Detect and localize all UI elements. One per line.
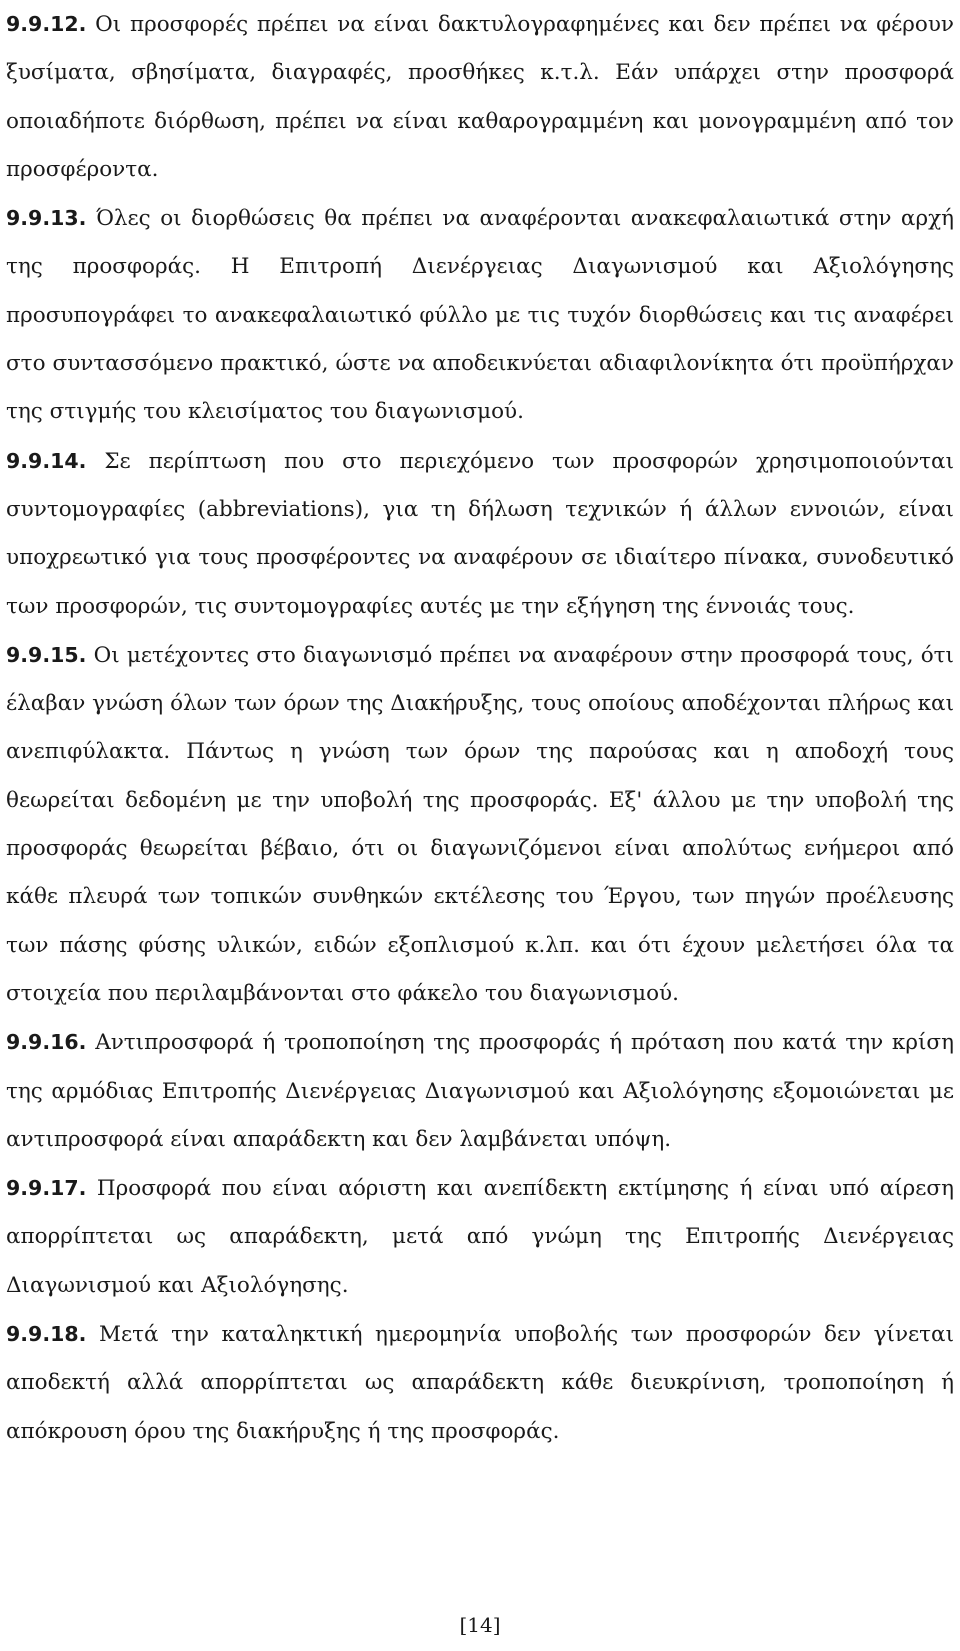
- paragraph-text: Αντιπροσφορά ή τροποποίηση της προσφοράς ή πρόταση που κατά την κρίση της αρμόδιας Επιτροπής Διενέργειας Διαγωνισμού και Αξιολόγησης εξομοιώνεται με αντιπροσφορά είναι απαράδεκτη και δεν λαμβάνεται υπόψη.: [6, 1030, 954, 1152]
- paragraph-text: Οι προσφορές πρέπει να είναι δακτυλογραφημένες και δεν πρέπει να φέρουν ξυσίματα, σβησίματα, διαγραφές, προσθήκες κ.τ.λ. Εάν υπάρχει στην προσφορά οποιαδήποτε διόρθωση, πρέπει να είναι καθαρογραμμένη και μονογραμμένη από τον προσφέροντα.: [6, 12, 955, 182]
- paragraph-number: 9.9.15.: [6, 642, 87, 667]
- document-body: [6, 0, 954, 1456]
- paragraph-9-9-12: [6, 0, 954, 194]
- paragraph-9-9-13: [6, 194, 954, 436]
- paragraph-9-9-15: [6, 631, 954, 1018]
- paragraph-number: 9.9.14.: [6, 448, 87, 473]
- paragraph-9-9-16: [6, 1018, 954, 1164]
- paragraph-number: 9.9.18.: [6, 1322, 87, 1347]
- paragraph-number: 9.9.16.: [6, 1030, 87, 1055]
- paragraph-text: Σε περίπτωση που στο περιεχόμενο των προσφορών χρησιμοποιούνται συντομογραφίες (abbreviations), για τη δήλωση τεχνικών ή άλλων εννοιών, είναι υποχρεωτικό για τους προσφέροντες να αναφέρουν σε ιδιαίτερο πίνακα, συνοδευτικό των προσφορών, τις συντομογραφίες αυτές με την εξήγηση της έννοιάς τους.: [6, 448, 954, 619]
- paragraph-9-9-18: [6, 1310, 954, 1456]
- page-number: [14]: [459, 1613, 501, 1637]
- paragraph-number: 9.9.12.: [6, 12, 87, 36]
- paragraph-text: Μετά την καταληκτική ημερομηνία υποβολής των προσφορών δεν γίνεται αποδεκτή αλλά απορρίπτεται ως απαράδεκτη κάθε διευκρίνιση, τροποποίηση ή απόκρουση όρου της διακήρυξης ή της προσφοράς.: [6, 1322, 955, 1444]
- paragraph-number: 9.9.17.: [6, 1176, 87, 1201]
- paragraph-number: 9.9.13.: [6, 206, 87, 231]
- paragraph-text: Όλες οι διορθώσεις θα πρέπει να αναφέρονται ανακεφαλαιωτικά στην αρχή της προσφοράς. Η Επιτροπή Διενέργειας Διαγωνισμού και Αξιολόγησης προσυπογράφει το ανακεφαλαιωτικό φύλλο με τις τυχόν διορθώσεις και τις αναφέρει στο συντασσόμενο πρακτικό, ώστε να αποδεικνύεται αδιαφιλονίκητα ότι προϋπήρχαν της στιγμής του κλεισίματος του διαγωνισμού.: [6, 206, 955, 425]
- paragraph-9-9-17: [6, 1164, 954, 1310]
- paragraph-9-9-14: [6, 437, 954, 631]
- paragraph-text: Προσφορά που είναι αόριστη και ανεπίδεκτη εκτίμησης ή είναι υπό αίρεση απορρίπτεται ως απαράδεκτη, μετά από γνώμη της Επιτροπής Διενέργειας Διαγωνισμού και Αξιολόγησης.: [6, 1176, 954, 1298]
- paragraph-text: Οι μετέχοντες στο διαγωνισμό πρέπει να αναφέρουν στην προσφορά τους, ότι έλαβαν γνώση όλων των όρων της Διακήρυξης, τους οποίους αποδέχονται πλήρως και ανεπιφύλακτα. Πάντως η γνώση των όρων της παρούσας και η αποδοχή τους θεωρείται δεδομένη με την υποβολή της προσφοράς. Εξ' άλλου με την υποβολή της προσφοράς θεωρείται βέβαιο, ότι οι διαγωνιζόμενοι είναι απολύτως ενήμεροι από κάθε πλευρά των τοπικών συνθηκών εκτέλεσης του Έργου, των πηγών προέλευσης των πάσης φύσης υλικών, ειδών εξοπλισμού κ.λπ. και ότι έχουν μελετήσει όλα τα στοιχεία που περιλαμβάνονται στο φάκελο του διαγωνισμού.: [6, 642, 954, 1006]
